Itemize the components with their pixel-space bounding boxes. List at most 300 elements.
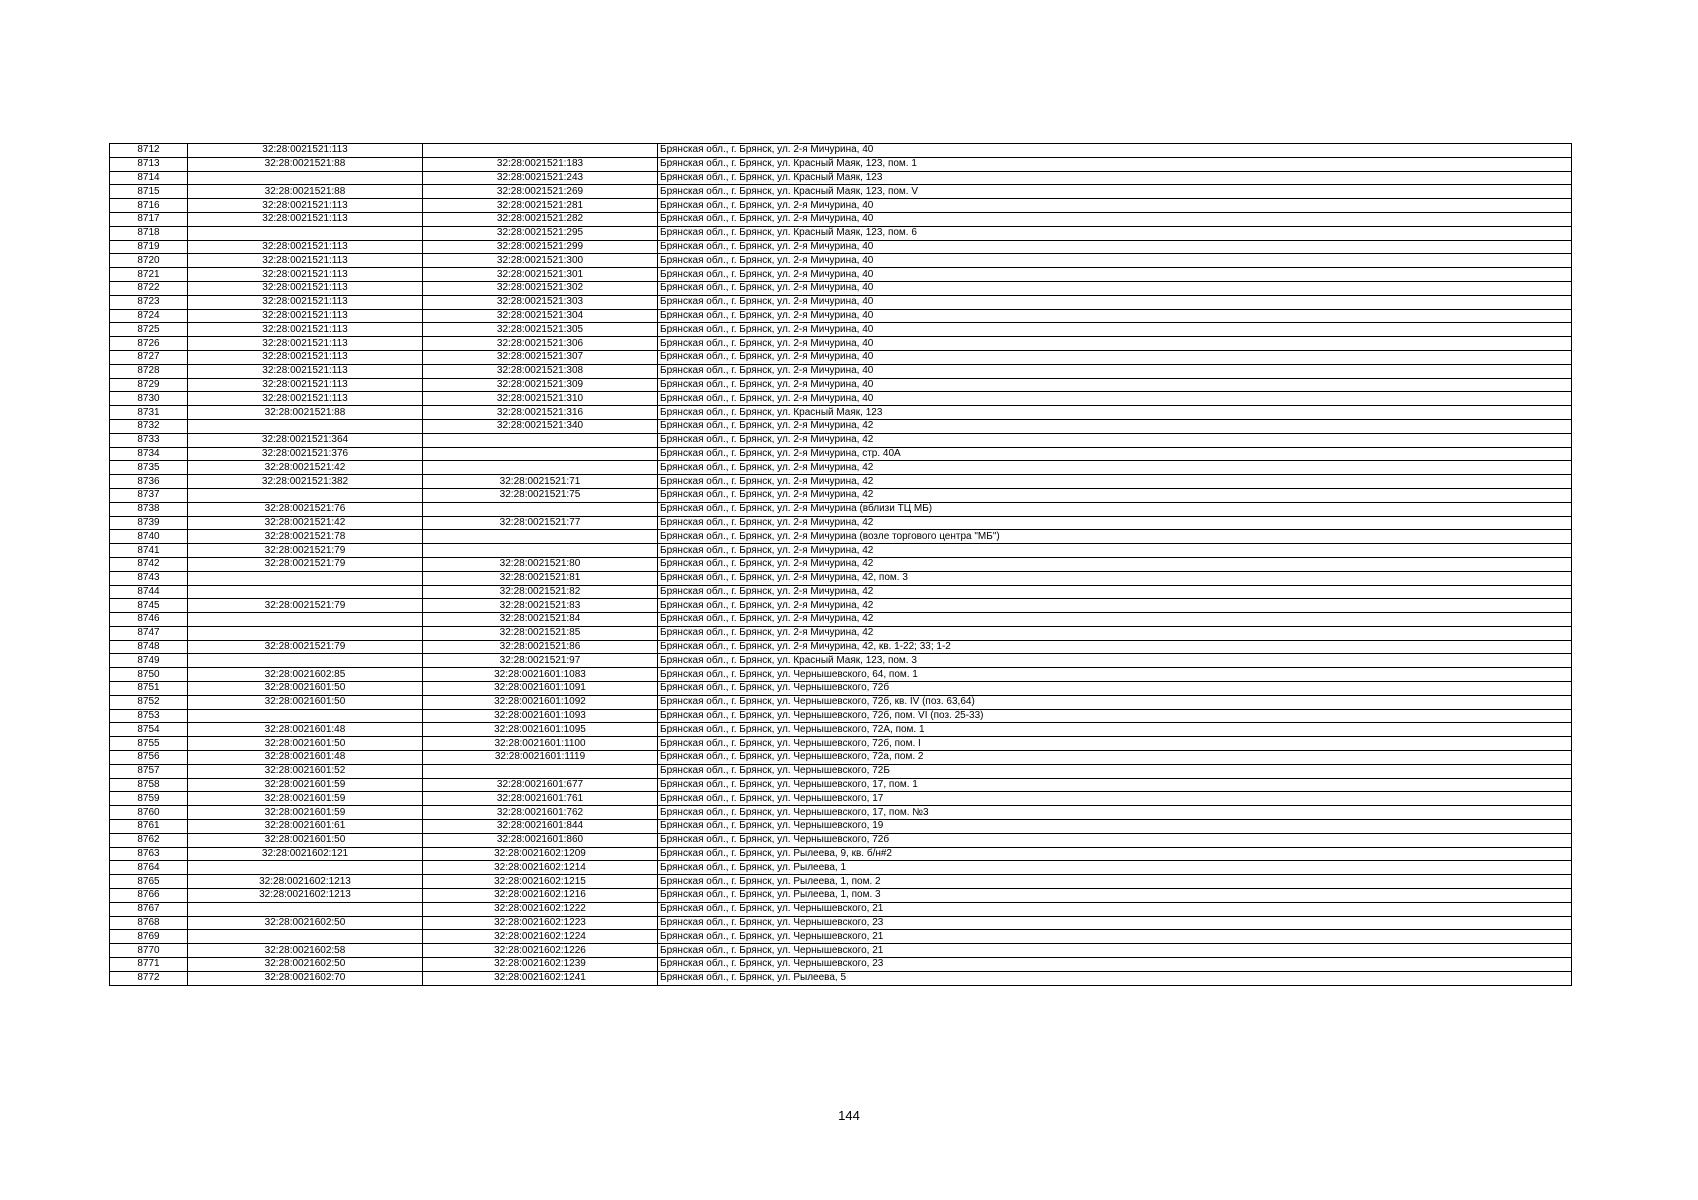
address-cell: Брянская обл., г. Брянск, ул. 2-я Мичурина, 42, пом. 3: [658, 571, 1572, 585]
parent-cadastral-number-cell: 32:28:0021521:113: [188, 199, 423, 213]
table-row: [110, 902, 1572, 916]
parent-cadastral-number-cell: 32:28:0021602:1213: [188, 875, 423, 889]
parent-cadastral-number-cell: 32:28:0021521:113: [188, 212, 423, 226]
address-cell: Брянская обл., г. Брянск, ул. 2-я Мичурина, 40: [658, 281, 1572, 295]
parent-cadastral-number-cell: 32:28:0021521:88: [188, 157, 423, 171]
address-cell: Брянская обл., г. Брянск, ул. Чернышевского, 21: [658, 944, 1572, 958]
cadastral-number-cell: 32:28:0021601:1095: [423, 723, 658, 737]
parent-cadastral-number-cell: 32:28:0021521:113: [188, 240, 423, 254]
address-cell: Брянская обл., г. Брянск, ул. 2-я Мичурина, стр. 40А: [658, 447, 1572, 461]
table-row: [110, 544, 1572, 558]
parent-cadastral-number-cell: [188, 861, 423, 875]
table-row: [110, 626, 1572, 640]
table-row: [110, 764, 1572, 778]
table-row: [110, 571, 1572, 585]
table-row: [110, 930, 1572, 944]
address-cell: Брянская обл., г. Брянск, ул. Чернышевского, 21: [658, 930, 1572, 944]
row-number-cell: 8726: [110, 337, 188, 351]
parent-cadastral-number-cell: 32:28:0021521:88: [188, 185, 423, 199]
parent-cadastral-number-cell: 32:28:0021521:113: [188, 378, 423, 392]
parent-cadastral-number-cell: 32:28:0021521:88: [188, 406, 423, 420]
address-cell: Брянская обл., г. Брянск, ул. Чернышевского, 21: [658, 902, 1572, 916]
address-cell: Брянская обл., г. Брянск, ул. 2-я Мичурина, 42: [658, 461, 1572, 475]
cadastral-number-cell: 32:28:0021521:243: [423, 171, 658, 185]
parent-cadastral-number-cell: 32:28:0021521:382: [188, 475, 423, 489]
parent-cadastral-number-cell: 32:28:0021521:79: [188, 599, 423, 613]
page-number: 144: [838, 1108, 860, 1123]
row-number-cell: 8722: [110, 281, 188, 295]
parent-cadastral-number-cell: 32:28:0021521:113: [188, 281, 423, 295]
table-row: [110, 392, 1572, 406]
table-row: [110, 778, 1572, 792]
row-number-cell: 8712: [110, 144, 188, 158]
table-row: [110, 144, 1572, 158]
row-number-cell: 8720: [110, 254, 188, 268]
row-number-cell: 8737: [110, 488, 188, 502]
cadastral-number-cell: 32:28:0021521:281: [423, 199, 658, 213]
cadastral-number-cell: 32:28:0021521:183: [423, 157, 658, 171]
row-number-cell: 8725: [110, 323, 188, 337]
table-row: [110, 350, 1572, 364]
row-number-cell: 8729: [110, 378, 188, 392]
parent-cadastral-number-cell: 32:28:0021521:364: [188, 433, 423, 447]
row-number-cell: 8718: [110, 226, 188, 240]
table-row: [110, 751, 1572, 765]
table-row: [110, 737, 1572, 751]
row-number-cell: 8747: [110, 626, 188, 640]
table-row: [110, 695, 1572, 709]
row-number-cell: 8753: [110, 709, 188, 723]
address-cell: Брянская обл., г. Брянск, ул. 2-я Мичурина (вблизи ТЦ МБ): [658, 502, 1572, 516]
row-number-cell: 8772: [110, 971, 188, 985]
row-number-cell: 8767: [110, 902, 188, 916]
row-number-cell: 8745: [110, 599, 188, 613]
parent-cadastral-number-cell: 32:28:0021602:58: [188, 944, 423, 958]
cadastral-number-cell: 32:28:0021521:71: [423, 475, 658, 489]
address-cell: Брянская обл., г. Брянск, ул. 2-я Мичурина, 40: [658, 392, 1572, 406]
table-row: [110, 806, 1572, 820]
address-cell: Брянская обл., г. Брянск, ул. 2-я Мичурина, 40: [658, 378, 1572, 392]
row-number-cell: 8727: [110, 350, 188, 364]
cadastral-number-cell: 32:28:0021521:316: [423, 406, 658, 420]
address-cell: Брянская обл., г. Брянск, ул. 2-я Мичурина, 40: [658, 364, 1572, 378]
cadastral-number-cell: 32:28:0021602:1209: [423, 847, 658, 861]
parent-cadastral-number-cell: 32:28:0021602:50: [188, 958, 423, 972]
row-number-cell: 8762: [110, 833, 188, 847]
address-cell: Брянская обл., г. Брянск, ул. 2-я Мичурина, 42: [658, 585, 1572, 599]
parent-cadastral-number-cell: [188, 709, 423, 723]
table-row: [110, 254, 1572, 268]
row-number-cell: 8732: [110, 419, 188, 433]
table-row: [110, 309, 1572, 323]
table-row: [110, 613, 1572, 627]
cadastral-number-cell: 32:28:0021601:677: [423, 778, 658, 792]
table-row: [110, 723, 1572, 737]
address-cell: Брянская обл., г. Брянск, ул. Чернышевского, 72А, пом. 1: [658, 723, 1572, 737]
row-number-cell: 8731: [110, 406, 188, 420]
cadastral-number-cell: 32:28:0021521:310: [423, 392, 658, 406]
address-cell: Брянская обл., г. Брянск, ул. 2-я Мичурина, 40: [658, 268, 1572, 282]
cadastral-number-cell: 32:28:0021521:282: [423, 212, 658, 226]
address-cell: Брянская обл., г. Брянск, ул. Чернышевского, 72б: [658, 833, 1572, 847]
table-row: [110, 378, 1572, 392]
cadastral-number-cell: 32:28:0021521:84: [423, 613, 658, 627]
cadastral-number-cell: 32:28:0021602:1224: [423, 930, 658, 944]
table-row: [110, 323, 1572, 337]
row-number-cell: 8734: [110, 447, 188, 461]
row-number-cell: 8764: [110, 861, 188, 875]
parent-cadastral-number-cell: 32:28:0021601:48: [188, 723, 423, 737]
row-number-cell: 8738: [110, 502, 188, 516]
address-cell: Брянская обл., г. Брянск, ул. Красный Маяк, 123, пом. V: [658, 185, 1572, 199]
address-cell: Брянская обл., г. Брянск, ул. Чернышевского, 72б: [658, 682, 1572, 696]
cadastral-number-cell: 32:28:0021521:301: [423, 268, 658, 282]
address-cell: Брянская обл., г. Брянск, ул. Красный Маяк, 123, пом. 3: [658, 654, 1572, 668]
row-number-cell: 8739: [110, 516, 188, 530]
address-cell: Брянская обл., г. Брянск, ул. Красный Маяк, 123, пом. 1: [658, 157, 1572, 171]
address-cell: Брянская обл., г. Брянск, ул. Чернышевского, 72б, пом. VI (поз. 25-33): [658, 709, 1572, 723]
table-row: [110, 337, 1572, 351]
row-number-cell: 8735: [110, 461, 188, 475]
cadastral-number-cell: [423, 433, 658, 447]
parent-cadastral-number-cell: 32:28:0021602:50: [188, 916, 423, 930]
address-cell: Брянская обл., г. Брянск, ул. 2-я Мичурина (возле торгового центра "МБ"): [658, 530, 1572, 544]
parent-cadastral-number-cell: 32:28:0021601:59: [188, 778, 423, 792]
cadastral-number-cell: 32:28:0021521:83: [423, 599, 658, 613]
parent-cadastral-number-cell: 32:28:0021521:79: [188, 544, 423, 558]
row-number-cell: 8761: [110, 820, 188, 834]
cadastral-number-cell: 32:28:0021521:75: [423, 488, 658, 502]
cadastral-number-cell: 32:28:0021521:81: [423, 571, 658, 585]
address-cell: Брянская обл., г. Брянск, ул. Красный Маяк, 123: [658, 171, 1572, 185]
table-row: [110, 820, 1572, 834]
cadastral-number-cell: 32:28:0021602:1215: [423, 875, 658, 889]
address-cell: Брянская обл., г. Брянск, ул. 2-я Мичурина, 42: [658, 516, 1572, 530]
row-number-cell: 8758: [110, 778, 188, 792]
cadastral-number-cell: [423, 764, 658, 778]
cadastral-number-cell: 32:28:0021601:762: [423, 806, 658, 820]
cadastral-number-cell: 32:28:0021602:1216: [423, 889, 658, 903]
cadastral-number-cell: 32:28:0021521:306: [423, 337, 658, 351]
address-cell: Брянская обл., г. Брянск, ул. 2-я Мичурина, 42: [658, 626, 1572, 640]
cadastral-number-cell: [423, 544, 658, 558]
row-number-cell: 8752: [110, 695, 188, 709]
table-row: [110, 171, 1572, 185]
parent-cadastral-number-cell: 32:28:0021601:52: [188, 764, 423, 778]
table-row: [110, 640, 1572, 654]
cadastral-number-cell: 32:28:0021601:1083: [423, 668, 658, 682]
table-row: [110, 461, 1572, 475]
table-row: [110, 944, 1572, 958]
address-cell: Брянская обл., г. Брянск, ул. Чернышевского, 23: [658, 958, 1572, 972]
table-row: [110, 240, 1572, 254]
parent-cadastral-number-cell: 32:28:0021601:50: [188, 695, 423, 709]
table-row: [110, 226, 1572, 240]
address-cell: Брянская обл., г. Брянск, ул. 2-я Мичурина, 40: [658, 323, 1572, 337]
cadastral-number-cell: 32:28:0021602:1226: [423, 944, 658, 958]
row-number-cell: 8714: [110, 171, 188, 185]
address-cell: Брянская обл., г. Брянск, ул. 2-я Мичурина, 42: [658, 488, 1572, 502]
cadastral-number-cell: 32:28:0021521:85: [423, 626, 658, 640]
address-cell: Брянская обл., г. Брянск, ул. Рылеева, 1, пом. 3: [658, 889, 1572, 903]
row-number-cell: 8740: [110, 530, 188, 544]
cadastral-number-cell: 32:28:0021521:303: [423, 295, 658, 309]
cadastral-number-cell: 32:28:0021602:1223: [423, 916, 658, 930]
table-row: [110, 419, 1572, 433]
address-cell: Брянская обл., г. Брянск, ул. Красный Маяк, 123: [658, 406, 1572, 420]
row-number-cell: 8750: [110, 668, 188, 682]
table-row: [110, 530, 1572, 544]
cadastral-number-cell: [423, 530, 658, 544]
table-row: [110, 682, 1572, 696]
address-cell: Брянская обл., г. Брянск, ул. Чернышевского, 72б, кв. IV (поз. 63,64): [658, 695, 1572, 709]
row-number-cell: 8760: [110, 806, 188, 820]
parent-cadastral-number-cell: 32:28:0021602:85: [188, 668, 423, 682]
row-number-cell: 8770: [110, 944, 188, 958]
parent-cadastral-number-cell: 32:28:0021521:113: [188, 144, 423, 158]
parent-cadastral-number-cell: 32:28:0021521:79: [188, 640, 423, 654]
table-row: [110, 295, 1572, 309]
parent-cadastral-number-cell: 32:28:0021521:113: [188, 309, 423, 323]
parent-cadastral-number-cell: [188, 488, 423, 502]
table-row: [110, 447, 1572, 461]
address-cell: Брянская обл., г. Брянск, ул. 2-я Мичурина, 42: [658, 433, 1572, 447]
address-cell: Брянская обл., г. Брянск, ул. 2-я Мичурина, 40: [658, 309, 1572, 323]
cadastral-number-cell: 32:28:0021521:269: [423, 185, 658, 199]
address-cell: Брянская обл., г. Брянск, ул. 2-я Мичурина, 40: [658, 240, 1572, 254]
cadastral-number-cell: 32:28:0021521:305: [423, 323, 658, 337]
parent-cadastral-number-cell: 32:28:0021521:78: [188, 530, 423, 544]
parent-cadastral-number-cell: 32:28:0021521:113: [188, 268, 423, 282]
address-cell: Брянская обл., г. Брянск, ул. 2-я Мичурина, 42: [658, 544, 1572, 558]
address-cell: Брянская обл., г. Брянск, ул. Чернышевского, 72а, пом. 2: [658, 751, 1572, 765]
row-number-cell: 8751: [110, 682, 188, 696]
table-row: [110, 185, 1572, 199]
registry-table-body: [110, 144, 1572, 986]
cadastral-number-cell: [423, 461, 658, 475]
table-row: [110, 406, 1572, 420]
address-cell: Брянская обл., г. Брянск, ул. 2-я Мичурина, 42: [658, 475, 1572, 489]
parent-cadastral-number-cell: 32:28:0021602:1213: [188, 889, 423, 903]
row-number-cell: 8766: [110, 889, 188, 903]
cadastral-number-cell: 32:28:0021521:299: [423, 240, 658, 254]
cadastral-number-cell: 32:28:0021602:1241: [423, 971, 658, 985]
address-cell: Брянская обл., г. Брянск, ул. Чернышевского, 72б, пом. I: [658, 737, 1572, 751]
table-row: [110, 889, 1572, 903]
cadastral-number-cell: 32:28:0021521:340: [423, 419, 658, 433]
address-cell: Брянская обл., г. Брянск, ул. 2-я Мичурина, 40: [658, 337, 1572, 351]
address-cell: Брянская обл., г. Брянск, ул. 2-я Мичурина, 40: [658, 350, 1572, 364]
row-number-cell: 8742: [110, 557, 188, 571]
cadastral-number-cell: 32:28:0021521:86: [423, 640, 658, 654]
parent-cadastral-number-cell: 32:28:0021521:113: [188, 295, 423, 309]
address-cell: Брянская обл., г. Брянск, ул. 2-я Мичурина, 42: [658, 419, 1572, 433]
table-row: [110, 599, 1572, 613]
row-number-cell: 8730: [110, 392, 188, 406]
address-cell: Брянская обл., г. Брянск, ул. 2-я Мичурина, 40: [658, 254, 1572, 268]
address-cell: Брянская обл., г. Брянск, ул. Чернышевского, 17: [658, 792, 1572, 806]
parent-cadastral-number-cell: [188, 902, 423, 916]
row-number-cell: 8723: [110, 295, 188, 309]
address-cell: Брянская обл., г. Брянск, ул. Чернышевского, 17, пом. 1: [658, 778, 1572, 792]
table-row: [110, 847, 1572, 861]
address-cell: Брянская обл., г. Брянск, ул. Рылеева, 5: [658, 971, 1572, 985]
row-number-cell: 8771: [110, 958, 188, 972]
parent-cadastral-number-cell: 32:28:0021521:113: [188, 364, 423, 378]
cadastral-number-cell: 32:28:0021521:308: [423, 364, 658, 378]
table-row: [110, 709, 1572, 723]
parent-cadastral-number-cell: 32:28:0021601:61: [188, 820, 423, 834]
parent-cadastral-number-cell: [188, 613, 423, 627]
row-number-cell: 8721: [110, 268, 188, 282]
table-row: [110, 488, 1572, 502]
row-number-cell: 8754: [110, 723, 188, 737]
parent-cadastral-number-cell: 32:28:0021521:79: [188, 557, 423, 571]
cadastral-number-cell: 32:28:0021601:860: [423, 833, 658, 847]
cadastral-number-cell: 32:28:0021602:1222: [423, 902, 658, 916]
parent-cadastral-number-cell: 32:28:0021601:48: [188, 751, 423, 765]
row-number-cell: 8759: [110, 792, 188, 806]
row-number-cell: 8768: [110, 916, 188, 930]
parent-cadastral-number-cell: 32:28:0021521:376: [188, 447, 423, 461]
address-cell: Брянская обл., г. Брянск, ул. 2-я Мичурина, 42: [658, 599, 1572, 613]
parent-cadastral-number-cell: 32:28:0021601:50: [188, 737, 423, 751]
parent-cadastral-number-cell: [188, 930, 423, 944]
row-number-cell: 8715: [110, 185, 188, 199]
row-number-cell: 8733: [110, 433, 188, 447]
table-row: [110, 585, 1572, 599]
row-number-cell: 8756: [110, 751, 188, 765]
cadastral-number-cell: 32:28:0021601:1119: [423, 751, 658, 765]
table-row: [110, 916, 1572, 930]
table-row: [110, 861, 1572, 875]
table-row: [110, 199, 1572, 213]
row-number-cell: 8741: [110, 544, 188, 558]
cadastral-number-cell: 32:28:0021521:97: [423, 654, 658, 668]
address-cell: Брянская обл., г. Брянск, ул. Рылеева, 1, пом. 2: [658, 875, 1572, 889]
cadastral-number-cell: 32:28:0021601:761: [423, 792, 658, 806]
cadastral-number-cell: 32:28:0021521:309: [423, 378, 658, 392]
parent-cadastral-number-cell: [188, 585, 423, 599]
table-row: [110, 958, 1572, 972]
table-row: [110, 212, 1572, 226]
address-cell: Брянская обл., г. Брянск, ул. 2-я Мичурина, 42: [658, 613, 1572, 627]
table-row: [110, 364, 1572, 378]
row-number-cell: 8769: [110, 930, 188, 944]
row-number-cell: 8763: [110, 847, 188, 861]
row-number-cell: 8719: [110, 240, 188, 254]
cadastral-number-cell: 32:28:0021521:302: [423, 281, 658, 295]
row-number-cell: 8744: [110, 585, 188, 599]
table-row: [110, 792, 1572, 806]
row-number-cell: 8717: [110, 212, 188, 226]
row-number-cell: 8748: [110, 640, 188, 654]
registry-table: [109, 143, 1572, 986]
cadastral-number-cell: [423, 502, 658, 516]
cadastral-number-cell: 32:28:0021521:295: [423, 226, 658, 240]
address-cell: Брянская обл., г. Брянск, ул. 2-я Мичурина, 42: [658, 557, 1572, 571]
address-cell: Брянская обл., г. Брянск, ул. 2-я Мичурина, 40: [658, 144, 1572, 158]
parent-cadastral-number-cell: 32:28:0021601:59: [188, 792, 423, 806]
cadastral-number-cell: 32:28:0021521:77: [423, 516, 658, 530]
cadastral-number-cell: 32:28:0021601:1093: [423, 709, 658, 723]
row-number-cell: 8743: [110, 571, 188, 585]
row-number-cell: 8755: [110, 737, 188, 751]
address-cell: Брянская обл., г. Брянск, ул. Чернышевского, 23: [658, 916, 1572, 930]
table-row: [110, 875, 1572, 889]
row-number-cell: 8746: [110, 613, 188, 627]
cadastral-number-cell: 32:28:0021601:1100: [423, 737, 658, 751]
address-cell: Брянская обл., г. Брянск, ул. Красный Маяк, 123, пом. 6: [658, 226, 1572, 240]
parent-cadastral-number-cell: 32:28:0021521:113: [188, 350, 423, 364]
address-cell: Брянская обл., г. Брянск, ул. Чернышевского, 72Б: [658, 764, 1572, 778]
table-row: [110, 268, 1572, 282]
row-number-cell: 8757: [110, 764, 188, 778]
address-cell: Брянская обл., г. Брянск, ул. Чернышевского, 64, пом. 1: [658, 668, 1572, 682]
parent-cadastral-number-cell: 32:28:0021601:59: [188, 806, 423, 820]
row-number-cell: 8724: [110, 309, 188, 323]
cadastral-number-cell: [423, 144, 658, 158]
address-cell: Брянская обл., г. Брянск, ул. Чернышевского, 17, пом. №3: [658, 806, 1572, 820]
cadastral-number-cell: 32:28:0021521:80: [423, 557, 658, 571]
address-cell: Брянская обл., г. Брянск, ул. Рылеева, 1: [658, 861, 1572, 875]
parent-cadastral-number-cell: 32:28:0021521:113: [188, 392, 423, 406]
table-row: [110, 833, 1572, 847]
parent-cadastral-number-cell: 32:28:0021521:113: [188, 254, 423, 268]
parent-cadastral-number-cell: 32:28:0021521:42: [188, 516, 423, 530]
cadastral-number-cell: 32:28:0021521:307: [423, 350, 658, 364]
parent-cadastral-number-cell: [188, 626, 423, 640]
address-cell: Брянская обл., г. Брянск, ул. Рылеева, 9, кв. б/н#2: [658, 847, 1572, 861]
cadastral-number-cell: 32:28:0021521:300: [423, 254, 658, 268]
table-row: [110, 502, 1572, 516]
parent-cadastral-number-cell: 32:28:0021521:113: [188, 337, 423, 351]
address-cell: Брянская обл., г. Брянск, ул. 2-я Мичурина, 42, кв. 1-22; 33; 1-2: [658, 640, 1572, 654]
table-row: [110, 516, 1572, 530]
cadastral-number-cell: 32:28:0021602:1239: [423, 958, 658, 972]
table-row: [110, 157, 1572, 171]
table-row: [110, 475, 1572, 489]
parent-cadastral-number-cell: 32:28:0021521:42: [188, 461, 423, 475]
table-row: [110, 281, 1572, 295]
row-number-cell: 8713: [110, 157, 188, 171]
address-cell: Брянская обл., г. Брянск, ул. Чернышевского, 19: [658, 820, 1572, 834]
row-number-cell: 8728: [110, 364, 188, 378]
parent-cadastral-number-cell: 32:28:0021521:76: [188, 502, 423, 516]
parent-cadastral-number-cell: [188, 226, 423, 240]
table-row: [110, 557, 1572, 571]
parent-cadastral-number-cell: [188, 419, 423, 433]
parent-cadastral-number-cell: 32:28:0021601:50: [188, 833, 423, 847]
address-cell: Брянская обл., г. Брянск, ул. 2-я Мичурина, 40: [658, 199, 1572, 213]
parent-cadastral-number-cell: [188, 171, 423, 185]
table-row: [110, 654, 1572, 668]
parent-cadastral-number-cell: [188, 571, 423, 585]
table-row: [110, 971, 1572, 985]
cadastral-number-cell: 32:28:0021601:844: [423, 820, 658, 834]
cadastral-number-cell: 32:28:0021521:82: [423, 585, 658, 599]
parent-cadastral-number-cell: 32:28:0021602:70: [188, 971, 423, 985]
address-cell: Брянская обл., г. Брянск, ул. 2-я Мичурина, 40: [658, 295, 1572, 309]
table-row: [110, 433, 1572, 447]
row-number-cell: 8716: [110, 199, 188, 213]
cadastral-number-cell: [423, 447, 658, 461]
parent-cadastral-number-cell: 32:28:0021601:50: [188, 682, 423, 696]
table-row: [110, 668, 1572, 682]
row-number-cell: 8765: [110, 875, 188, 889]
row-number-cell: 8736: [110, 475, 188, 489]
row-number-cell: 8749: [110, 654, 188, 668]
